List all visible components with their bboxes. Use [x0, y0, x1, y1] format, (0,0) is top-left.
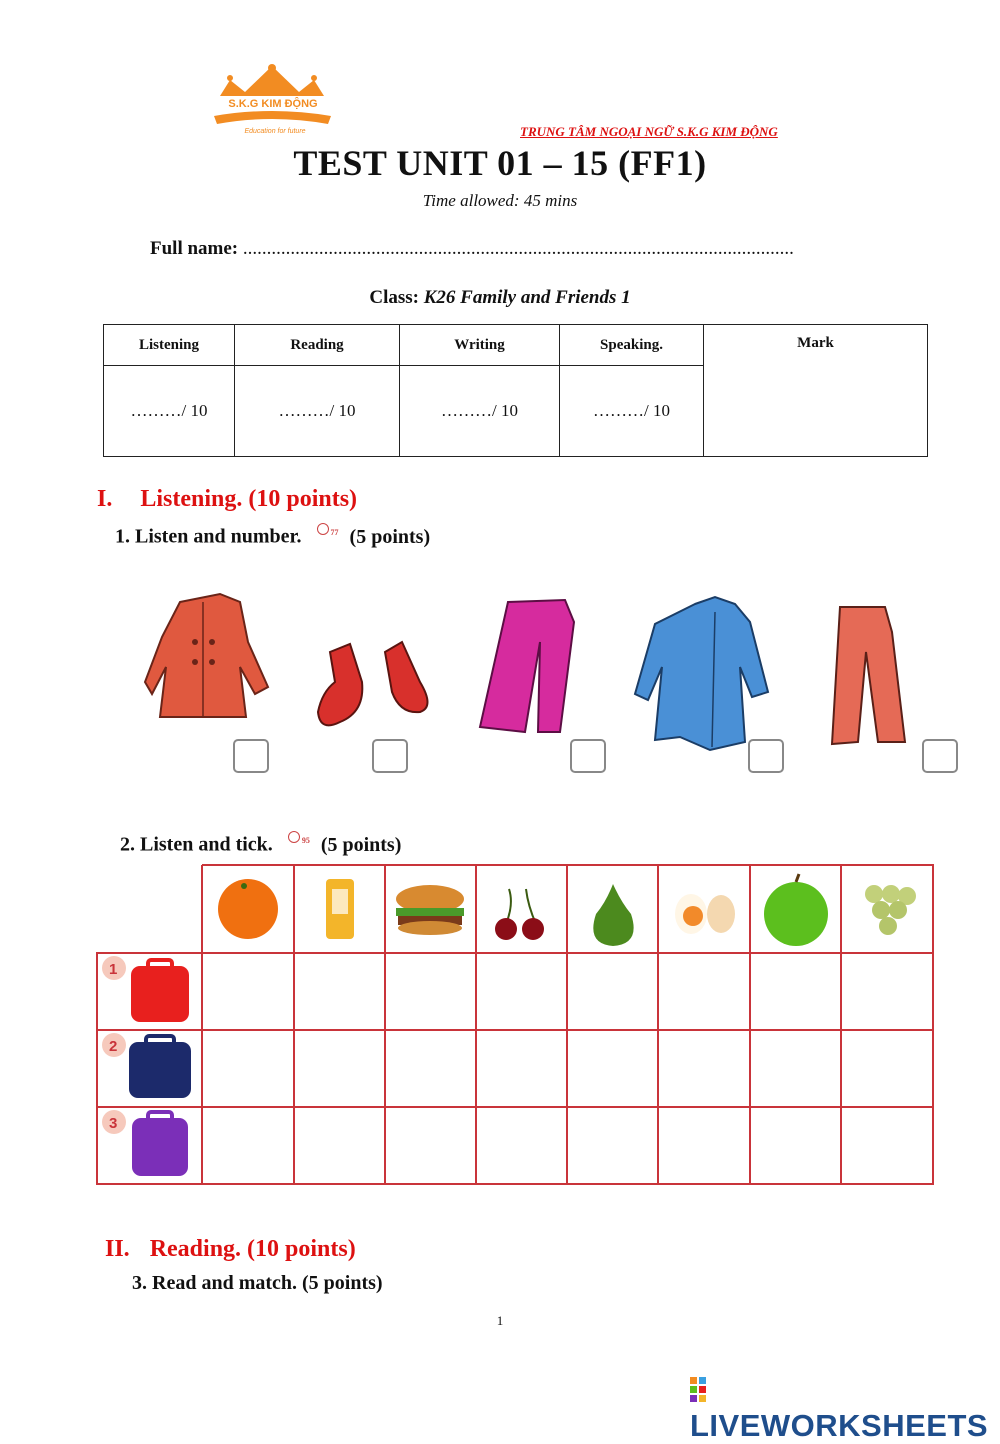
center-name: TRUNG TÂM NGOẠI NGỮ S.K.G KIM ĐỘNG: [520, 124, 778, 139]
lunchbox-number-1: 1: [109, 961, 118, 978]
class-value: K26 Family and Friends 1: [423, 287, 631, 308]
clothes-number-box-3[interactable]: [570, 739, 606, 773]
lunchbox-1: [102, 956, 189, 1022]
question-1-text: 1. Listen and number.: [115, 525, 302, 548]
header-mark: Mark: [704, 325, 928, 457]
logo-name: S.K.G KIM ĐỘNG: [228, 98, 318, 110]
full-name-field[interactable]: ....................................................................................................................: [242, 238, 794, 259]
pear-image: [593, 884, 633, 946]
page-number: 1: [496, 1313, 504, 1328]
logo: [200, 62, 345, 142]
apple-image: [764, 874, 828, 946]
lunchbox-3: [102, 1110, 188, 1176]
section-1-title: Listening. (10 points): [140, 486, 358, 512]
header-writing: Writing: [400, 325, 560, 366]
class-label: Class:: [369, 287, 419, 308]
cd-icon: [288, 831, 300, 843]
section-2-number: II.: [105, 1236, 130, 1262]
tick-grid: [96, 864, 936, 1191]
score-listening[interactable]: ………/ 10: [104, 366, 235, 457]
logo-tagline: Education for future: [244, 128, 306, 135]
shoes-image: [318, 642, 428, 725]
section-1-number: I.: [97, 486, 113, 512]
clothes-number-box-5[interactable]: [922, 739, 958, 773]
egg-image: [675, 894, 735, 934]
coat-blue-image: [635, 597, 768, 750]
juice-image: [326, 879, 354, 939]
watermark-text: LIVEWORKSHEETS: [690, 1408, 989, 1443]
full-name-label: Full name:: [150, 238, 239, 259]
time-allowed: Time allowed: 45 mins: [422, 191, 578, 210]
lunchbox-number-2: 2: [109, 1038, 118, 1055]
lunchbox-number-3: 3: [109, 1115, 118, 1132]
section-2-title: Reading. (10 points): [149, 1236, 356, 1262]
clothes-number-box-4[interactable]: [748, 739, 784, 773]
header-speaking: Speaking.: [560, 325, 704, 366]
page-title: TEST UNIT 01 – 15 (FF1): [293, 143, 707, 183]
score-writing[interactable]: ………/ 10: [400, 366, 560, 457]
cd-icon: [317, 523, 329, 535]
burger-image: [396, 885, 464, 935]
score-reading[interactable]: ………/ 10: [235, 366, 400, 457]
full-name-line: [150, 238, 794, 260]
question-2-text: 2. Listen and tick.: [120, 833, 273, 856]
question-3: 3. Read and match. (5 points): [132, 1272, 383, 1294]
track-number: 77: [330, 528, 339, 537]
liveworksheets-logo: [690, 1372, 1000, 1444]
question-2: [120, 831, 401, 857]
grapes-image: [865, 885, 916, 935]
section-2-heading: [105, 1236, 356, 1263]
question-1-points: (5 points): [349, 525, 431, 548]
track-number: 95: [301, 836, 310, 845]
score-speaking[interactable]: ………/ 10: [560, 366, 704, 457]
section-1-heading: [97, 486, 357, 513]
clothes-number-box-1[interactable]: [233, 739, 269, 773]
lunchbox-2: [102, 1033, 191, 1098]
coat-image: [145, 594, 268, 717]
header-listening: Listening: [104, 325, 235, 366]
question-2-points: (5 points): [320, 833, 402, 856]
orange-image: [218, 879, 278, 939]
class-line: [0, 287, 1000, 309]
clothes-number-box-2[interactable]: [372, 739, 408, 773]
header-reading: Reading: [235, 325, 400, 366]
score-table: [103, 324, 928, 457]
liveworksheets-icon: [690, 1377, 706, 1403]
pants-pink-image: [480, 600, 574, 732]
clothes-image-row: [140, 582, 970, 787]
pants-red-image: [832, 607, 905, 744]
cherries-image: [495, 889, 544, 940]
question-1: [115, 523, 430, 549]
